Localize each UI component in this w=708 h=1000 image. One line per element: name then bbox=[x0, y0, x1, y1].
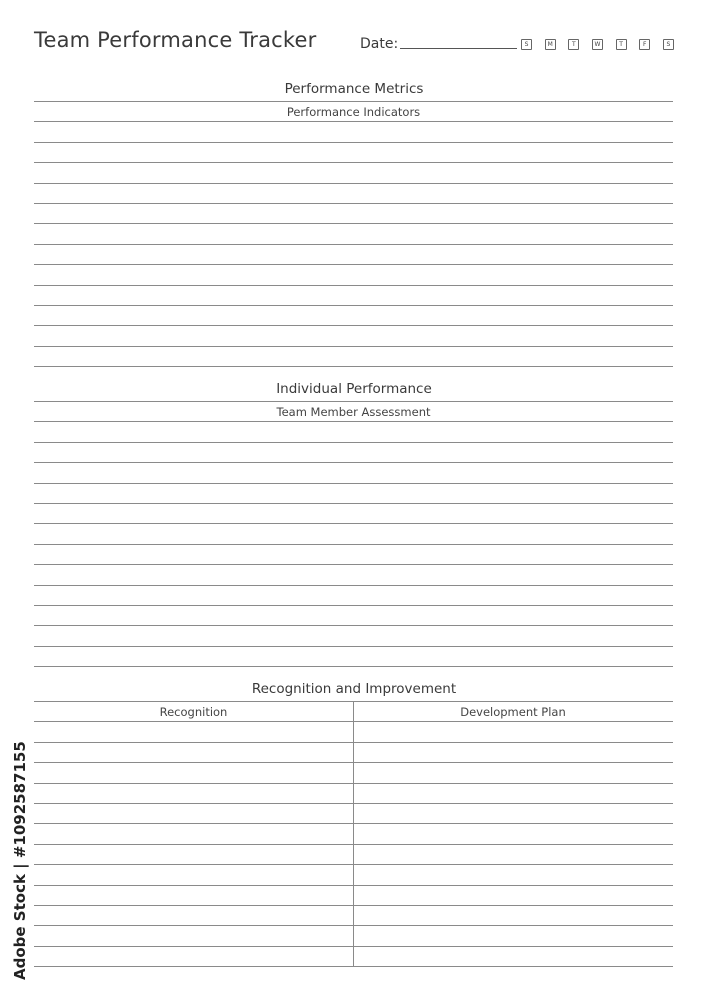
individual-row-line[interactable] bbox=[34, 442, 673, 443]
individual-row-line[interactable] bbox=[34, 646, 673, 647]
day-box-sunday[interactable]: S bbox=[521, 39, 532, 50]
individual-row-line[interactable] bbox=[34, 666, 673, 667]
day-box-tuesday[interactable]: T bbox=[568, 39, 579, 50]
metrics-row-line[interactable] bbox=[34, 346, 673, 347]
section-title-metrics: Performance Metrics bbox=[284, 81, 424, 97]
development-plan-column-header: Development Plan bbox=[460, 705, 566, 719]
individual-row-line[interactable] bbox=[34, 421, 673, 422]
recognition-column-header: Recognition bbox=[159, 705, 228, 719]
individual-row-line[interactable] bbox=[34, 544, 673, 545]
metrics-subtitle: Performance Indicators bbox=[286, 105, 421, 119]
page-title: Team Performance Tracker bbox=[34, 28, 317, 52]
date-label: Date: bbox=[360, 36, 399, 52]
individual-row-line[interactable] bbox=[34, 625, 673, 626]
individual-row-line[interactable] bbox=[34, 523, 673, 524]
metrics-row-line[interactable] bbox=[34, 121, 673, 122]
date-field-line[interactable] bbox=[400, 48, 517, 49]
recognition-row-line[interactable] bbox=[34, 966, 673, 967]
metrics-row-line[interactable] bbox=[34, 183, 673, 184]
day-box-thursday[interactable]: T bbox=[616, 39, 627, 50]
individual-row-line[interactable] bbox=[34, 503, 673, 504]
metrics-row-line[interactable] bbox=[34, 325, 673, 326]
metrics-row-line[interactable] bbox=[34, 305, 673, 306]
day-box-wednesday[interactable]: W bbox=[592, 39, 603, 50]
metrics-row-line bbox=[34, 101, 673, 102]
individual-row-line[interactable] bbox=[34, 462, 673, 463]
metrics-row-line[interactable] bbox=[34, 366, 673, 367]
section-title-individual: Individual Performance bbox=[276, 381, 432, 397]
weekday-checkboxes bbox=[521, 39, 674, 50]
day-box-saturday[interactable]: S bbox=[663, 39, 674, 50]
metrics-row-line[interactable] bbox=[34, 264, 673, 265]
individual-row-line[interactable] bbox=[34, 564, 673, 565]
individual-row-line[interactable] bbox=[34, 585, 673, 586]
metrics-row-line[interactable] bbox=[34, 244, 673, 245]
metrics-row-line[interactable] bbox=[34, 285, 673, 286]
column-divider bbox=[353, 701, 354, 966]
section-title-recognition: Recognition and Improvement bbox=[251, 681, 457, 697]
individual-row-line bbox=[34, 401, 673, 402]
day-box-monday[interactable]: M bbox=[545, 39, 556, 50]
metrics-row-line[interactable] bbox=[34, 142, 673, 143]
individual-subtitle: Team Member Assessment bbox=[276, 405, 431, 419]
metrics-row-line[interactable] bbox=[34, 203, 673, 204]
day-box-friday[interactable]: F bbox=[639, 39, 650, 50]
individual-row-line[interactable] bbox=[34, 605, 673, 606]
stock-credit: Adobe Stock | #1092587155 bbox=[11, 741, 29, 980]
metrics-row-line[interactable] bbox=[34, 223, 673, 224]
individual-row-line[interactable] bbox=[34, 483, 673, 484]
metrics-row-line[interactable] bbox=[34, 162, 673, 163]
